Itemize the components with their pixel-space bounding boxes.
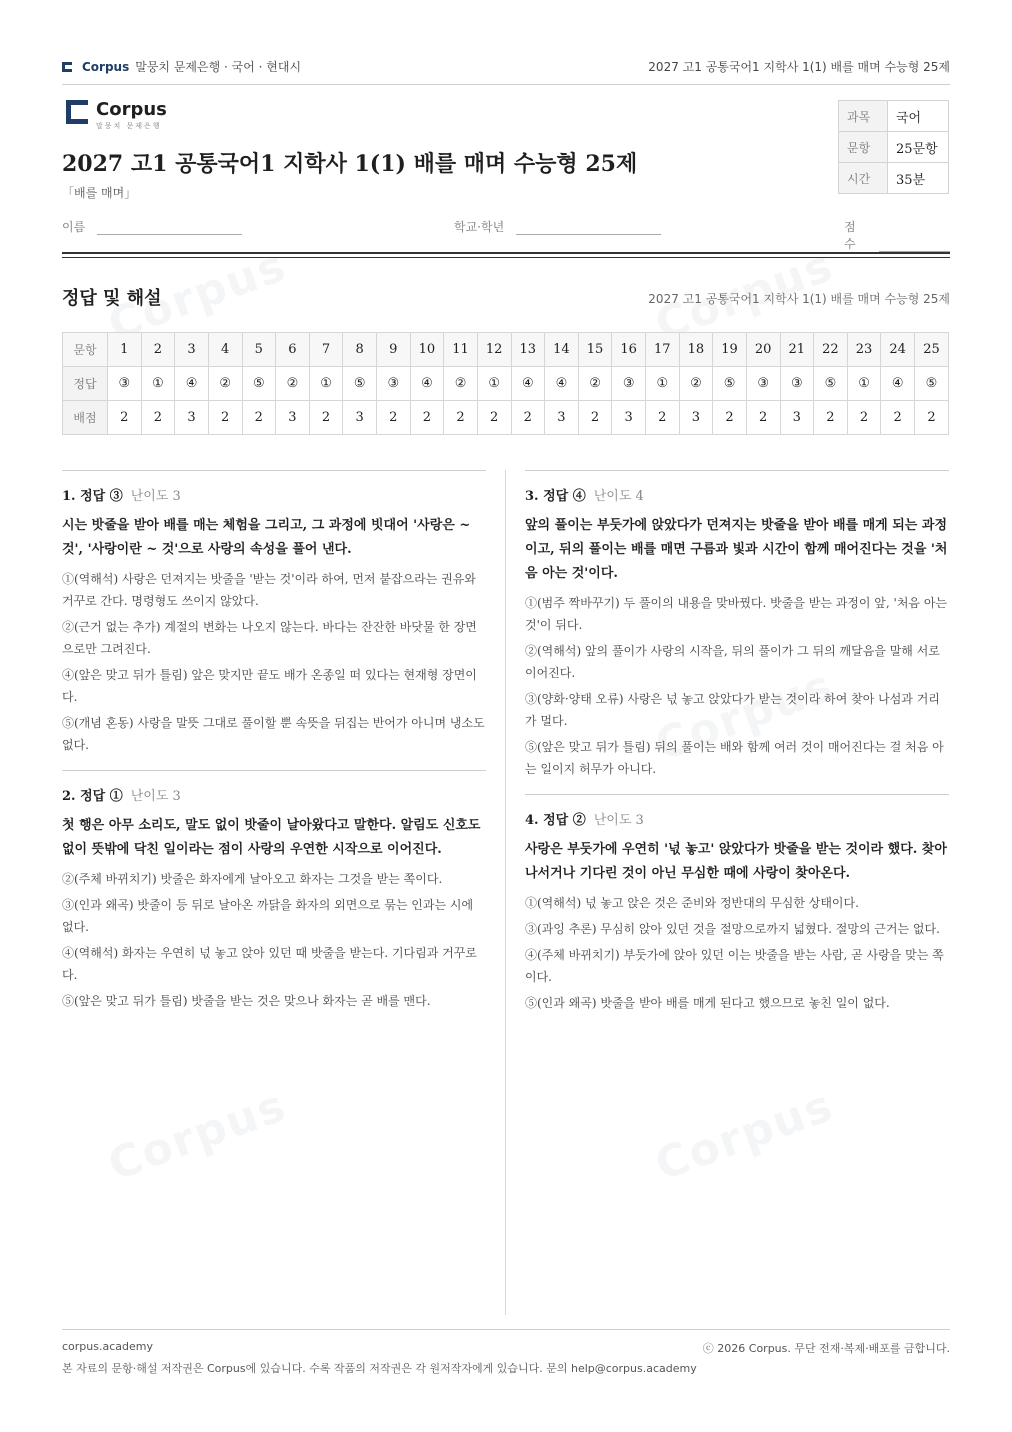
answer-number: 8 [343, 333, 377, 367]
footer-copyright: ⓒ 2026 Corpus. 무단 전재·복제·배포를 금합니다. [702, 1342, 950, 1355]
document-subtitle: 「배를 매며」 [62, 186, 137, 200]
answer-number: 6 [276, 333, 310, 367]
answer-key: ① [847, 367, 881, 401]
answer-number: 2 [141, 333, 175, 367]
answer-section-title: 정답 및 해설 [62, 288, 162, 309]
option-explanation: ②(근거 없는 추가) 계절의 변화는 나오지 않는다. 바다는 잔잔한 바닷물 한 장면으로만 그려진다. [62, 620, 477, 656]
answer-number: 11 [444, 333, 478, 367]
answer-row-numbers [63, 333, 949, 367]
answer-key: ⑤ [343, 367, 377, 401]
answer-number: 4 [208, 333, 242, 367]
answer-points: 2 [713, 401, 747, 435]
explanation-block [525, 794, 949, 1014]
question-answer-heading [62, 785, 486, 804]
answer-number: 24 [881, 333, 915, 367]
name-label: 이름 [62, 220, 86, 234]
answer-number: 20 [746, 333, 780, 367]
answer-points: 3 [175, 401, 209, 435]
answer-points: 2 [108, 401, 142, 435]
answer-key: ⑤ [915, 367, 949, 401]
question-answer-heading [62, 485, 486, 504]
answer-points: 3 [679, 401, 713, 435]
difficulty-label: 난이도 3 [130, 489, 181, 504]
row-label: 문항 [63, 333, 108, 367]
score-label: 점수 [844, 220, 856, 251]
answer-key: ③ [780, 367, 814, 401]
answer-points: 2 [377, 401, 411, 435]
header-brand: Corpus [82, 59, 130, 74]
answer-number: 14 [545, 333, 579, 367]
option-explanation: ④(역해석) 화자는 우연히 넋 놓고 앉아 있던 때 밧줄을 받는다. 기다림과 거꾸로다. [62, 946, 477, 982]
answer-number: 25 [915, 333, 949, 367]
option-explanation: ③(과잉 추론) 무심히 앉아 있던 것을 절망으로까지 넓혔다. 절망의 근거는 없다. [525, 922, 940, 936]
option-explanation: ④(앞은 맞고 뒤가 틀림) 앞은 맞지만 끝도 배가 온종일 떠 있다는 현재형 장면이다. [62, 668, 477, 704]
answer-points: 2 [578, 401, 612, 435]
info-row-time [839, 163, 949, 194]
footer-site: corpus.academy [62, 1340, 153, 1353]
score-field[interactable] [879, 235, 950, 252]
answer-points: 2 [141, 401, 175, 435]
answer-number: 16 [612, 333, 646, 367]
answer-points: 2 [477, 401, 511, 435]
corpus-logo [66, 100, 167, 131]
option-explanation: ②(역해석) 앞의 풀이가 사랑의 시작을, 뒤의 풀이가 그 뒤의 깨달음을 말해 서로 이어진다. [525, 644, 940, 680]
explanation-main: 시는 밧줄을 받아 배를 매는 체험을 그리고, 그 과정에 빗대어 '사랑은 ~ 것', '사랑이란 ~ 것'으로 사랑의 속성을 풀어 낸다. [62, 518, 471, 557]
answer-key: ② [679, 367, 713, 401]
row-label: 배점 [63, 401, 108, 435]
answer-number: 13 [511, 333, 545, 367]
option-explanation: ⑤(인과 왜곡) 밧줄을 받아 배를 매게 된다고 했으므로 놓친 일이 없다. [525, 996, 890, 1010]
answer-key: ④ [545, 367, 579, 401]
document-title: 2027 고1 공통국어1 지학사 1(1) 배를 매며 수능형 25제 [62, 151, 638, 177]
answer-number: 19 [713, 333, 747, 367]
option-explanation: ⑤(앞은 맞고 뒤가 틀림) 밧줄을 받는 것은 맞으나 화자는 곧 배를 맨다. [62, 994, 431, 1008]
answer-key: ④ [410, 367, 444, 401]
info-row-subject [839, 101, 949, 132]
answer-number: 21 [780, 333, 814, 367]
answer-number: 23 [847, 333, 881, 367]
answer-points: 2 [881, 401, 915, 435]
answer-number: 17 [646, 333, 680, 367]
answer-key: ③ [612, 367, 646, 401]
option-explanation: ①(범주 짝바꾸기) 두 풀이의 내용을 맞바꿨다. 밧줄을 받는 과정이 앞, '처음 아는 것'이 뒤다. [525, 596, 948, 632]
answer-key: ③ [377, 367, 411, 401]
footer-notice: 본 자료의 문항·해설 저작권은 Corpus에 있습니다. 수록 작품의 저작권은 각 원저작자에게 있습니다. 문의 help@corpus.academy [62, 1362, 697, 1375]
answer-points: 3 [545, 401, 579, 435]
answer-points: 2 [242, 401, 276, 435]
student-fields [62, 218, 950, 251]
option-explanation: ②(주체 바뀌치기) 밧줄은 화자에게 날아오고 화자는 그것을 받는 쪽이다. [62, 872, 443, 886]
answer-points: 3 [780, 401, 814, 435]
explanation-block [525, 470, 949, 780]
answer-label: 3. 정답 ④ [525, 489, 586, 504]
info-value: 35분 [888, 163, 949, 194]
answer-points: 2 [444, 401, 478, 435]
answer-number: 7 [309, 333, 343, 367]
explanations-right [525, 470, 949, 1028]
corpus-mark-icon [66, 100, 88, 124]
option-explanation: ①(역해석) 사랑은 던져지는 밧줄을 '받는 것'이라 하여, 먼저 붙잡으라는 권유와 거꾸로 간다. 명령형도 쓰이지 않았다. [62, 572, 476, 608]
answer-label: 1. 정답 ③ [62, 489, 123, 504]
answer-key: ④ [881, 367, 915, 401]
answer-key: ③ [746, 367, 780, 401]
answer-points: 2 [410, 401, 444, 435]
answer-section-subtitle: 2027 고1 공통국어1 지학사 1(1) 배를 매며 수능형 25제 [648, 292, 950, 306]
answer-number: 22 [814, 333, 848, 367]
answer-points: 2 [309, 401, 343, 435]
answer-number: 12 [477, 333, 511, 367]
option-explanation: ①(역해석) 넋 놓고 앉은 것은 준비와 정반대의 무심한 상태이다. [525, 896, 859, 910]
header-divider [62, 252, 950, 258]
answer-row-points [63, 401, 949, 435]
answer-key: ④ [511, 367, 545, 401]
answer-key: ④ [175, 367, 209, 401]
answer-key: ① [477, 367, 511, 401]
answer-number: 18 [679, 333, 713, 367]
info-value: 국어 [888, 101, 949, 132]
answer-points: 3 [612, 401, 646, 435]
answer-number: 1 [108, 333, 142, 367]
watermark [102, 1080, 294, 1191]
answer-points: 2 [646, 401, 680, 435]
page-footer [62, 1329, 950, 1376]
difficulty-label: 난이도 3 [593, 813, 644, 828]
logo-word: Corpus [96, 99, 167, 120]
info-key: 과목 [839, 101, 888, 132]
explanation-main: 앞의 풀이는 부둣가에 앉았다가 던져지는 밧줄을 받아 배를 매게 되는 과정이고, 뒤의 풀이는 배를 매면 구름과 빛과 시간이 함께 매어진다는 것을 '처음 아는 것'이다. [525, 518, 948, 581]
school-label: 학교·학년 [454, 220, 505, 234]
answer-points: 2 [746, 401, 780, 435]
answer-key-table [62, 332, 949, 435]
header-right-title: 2027 고1 공통국어1 지학사 1(1) 배를 매며 수능형 25제 [648, 60, 950, 74]
logo-sub: 말뭉치 문제은행 [96, 122, 162, 130]
answer-key: ① [141, 367, 175, 401]
option-explanation: ④(주체 바뀌치기) 부둣가에 앉아 있던 이는 밧줄을 받는 사람, 곧 사랑을 맞는 쪽이다. [525, 948, 944, 984]
answer-points: 3 [276, 401, 310, 435]
answer-key: ② [578, 367, 612, 401]
running-header [62, 58, 950, 85]
answer-key: ② [276, 367, 310, 401]
name-field[interactable] [97, 218, 242, 235]
answer-points: 2 [511, 401, 545, 435]
answer-key: ⑤ [814, 367, 848, 401]
difficulty-label: 난이도 3 [130, 789, 181, 804]
exam-info-table [838, 100, 949, 194]
answer-key: ⑤ [242, 367, 276, 401]
option-explanation: ③(인과 왜곡) 밧줄이 등 뒤로 날아온 까닭을 화자의 외면으로 묶는 인과는 시에 없다. [62, 898, 474, 934]
answer-label: 2. 정답 ① [62, 789, 123, 804]
question-answer-heading [525, 485, 949, 504]
answer-key: ③ [108, 367, 142, 401]
header-breadcrumb: 말뭉치 문제은행 · 국어 · 현대시 [135, 60, 302, 74]
info-value: 25문항 [888, 132, 949, 163]
answer-key: ① [309, 367, 343, 401]
option-explanation: ⑤(앞은 맞고 뒤가 틀림) 뒤의 풀이는 배와 함께 여러 것이 매어진다는 걸 처음 아는 일이지 허무가 아니다. [525, 740, 944, 776]
info-row-count [839, 132, 949, 163]
corpus-logo-icon [62, 62, 72, 72]
option-explanation: ⑤(개념 혼동) 사랑을 말뜻 그대로 풀이할 뿐 속뜻을 뒤집는 반어가 아니며 냉소도 없다. [62, 716, 485, 752]
answer-number: 15 [578, 333, 612, 367]
answer-points: 2 [814, 401, 848, 435]
answer-points: 2 [847, 401, 881, 435]
answer-points: 3 [343, 401, 377, 435]
explanation-block [62, 470, 486, 756]
explanations-left [62, 470, 486, 1026]
info-key: 시간 [839, 163, 888, 194]
answer-row-keys [63, 367, 949, 401]
option-explanation: ③(양화·양태 오류) 사랑은 넋 놓고 앉았다가 받는 것이라 하여 찾아 나섬과 거리가 멀다. [525, 692, 940, 728]
answer-key: ① [646, 367, 680, 401]
row-label: 정답 [63, 367, 108, 401]
column-divider [505, 470, 506, 1315]
answer-key: ⑤ [713, 367, 747, 401]
explanation-block [62, 770, 486, 1012]
explanation-main: 사랑은 부둣가에 우연히 '넋 놓고' 앉았다가 밧줄을 받는 것이라 했다. 찾아 나서거나 기다린 것이 아닌 무심한 때에 사랑이 찾아온다. [525, 842, 947, 881]
answer-key: ② [444, 367, 478, 401]
answer-points: 2 [915, 401, 949, 435]
answer-label: 4. 정답 ② [525, 813, 586, 828]
answer-number: 9 [377, 333, 411, 367]
info-key: 문항 [839, 132, 888, 163]
explanation-main: 첫 행은 아무 소리도, 말도 없이 밧줄이 날아왔다고 말한다. 알림도 신호도 없이 뜻밖에 닥친 일이라는 점이 사랑의 우연한 시작으로 이어진다. [62, 818, 481, 857]
answer-number: 3 [175, 333, 209, 367]
answer-key: ② [208, 367, 242, 401]
answer-number: 10 [410, 333, 444, 367]
answer-number: 5 [242, 333, 276, 367]
school-field[interactable] [516, 218, 661, 235]
difficulty-label: 난이도 4 [593, 489, 644, 504]
watermark [649, 1080, 841, 1191]
question-answer-heading [525, 809, 949, 828]
answer-points: 2 [208, 401, 242, 435]
